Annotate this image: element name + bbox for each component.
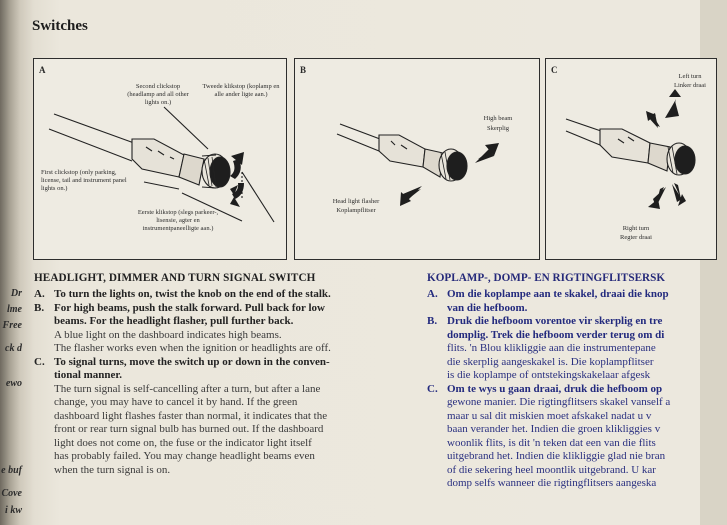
edge-fragment: Free [2, 320, 22, 331]
instruction-line: maar u sal dit miskien moet afskakel nadat u v [447, 409, 652, 422]
instruction-line: of die sekering heel moontlik uitgebrand. U kar [447, 463, 656, 476]
edge-fragment: lme [7, 304, 22, 315]
instruction-line: The flasher works even when the ignition or headlights are off. [54, 342, 331, 354]
edge-fragment: ck d [5, 343, 22, 354]
english-heading: HEADLIGHT, DIMMER AND TURN SIGNAL SWITCH [34, 272, 316, 284]
instruction-line: B. For high beams, push the stalk forward. Pull back for low [34, 301, 325, 314]
figure-letter: B [300, 65, 307, 75]
caption-eerste-klikstop: Eerste klikstop (slegs parkeer-, lisensie, agter en instrumentpaneelligte aan.) [137, 209, 219, 232]
figure-letter: A [39, 65, 46, 75]
instruction-line: die skerplig aangeskakel is. Die koplampflitser [447, 355, 654, 368]
figure-c [545, 58, 717, 260]
instruction-line: dashboard light flashes faster than normal, it indicates that the [54, 409, 328, 422]
caption-regter-draai: Regter draai [620, 234, 652, 241]
instruction-line: domp selfs wanneer die rigtingflitsers aangeska [447, 477, 657, 489]
instruction-line: baan verander het. Indien die groen klikliggies v [447, 423, 661, 435]
stalk-illustration-b [295, 59, 539, 259]
afrikaans-instructions [427, 288, 727, 491]
caption-right-turn: Right turn [622, 225, 650, 232]
instruction-line: tional manner. [54, 369, 123, 381]
instruction-line: beams. For the headlight flasher, pull further back. [54, 315, 294, 327]
instruction-line: domplig. Trek die hefboom verder terug om di [447, 328, 665, 341]
afrikaans-heading: KOPLAMP-, DOMP- EN RIGTINGFLITSERSK [427, 272, 666, 284]
caption-skerplig: Skerplig [486, 125, 510, 132]
instruction-line: is die koplampe of ontstekingskakelaar afgesk [447, 369, 651, 381]
edge-fragment: i kw [5, 505, 22, 516]
figure-b [294, 58, 540, 260]
instruction-line: front or rear turn signal bulb has burned out. If the dashboard [54, 423, 324, 435]
caption-linker-draai: Linker draai [674, 82, 706, 89]
caption-second-clickstop: Second clickstop (headlamp and all other lights on.) [127, 83, 189, 106]
caption-koplampflitser: Koplampflitser [336, 207, 376, 214]
instruction-line: flits. 'n Blou klikliggie aan die instrumentepane [447, 342, 656, 354]
instruction-line: The turn signal is self-cancelling after a turn, but after a lane [54, 382, 321, 395]
section-title: Switches [32, 18, 88, 34]
instruction-line: A blue light on the dashboard indicates high beams. [54, 328, 282, 341]
instruction-line: gewone manier. Die rigtingflitsers skakel vanself a [447, 396, 671, 408]
caption-left-turn: Left turn [678, 73, 702, 80]
instruction-line: has probably failed. You may change headlight beams even [54, 450, 315, 462]
figure-a [33, 58, 287, 260]
caption-high-beam: High beam [483, 115, 513, 122]
instruction-line: light does not come on, the fuse or the indicator light itself [54, 436, 312, 449]
instruction-line: woonlik flits, is dit 'n teken dat een van die flits [447, 436, 656, 449]
instruction-line: A. To turn the lights on, twist the knob on the end of the stalk. [34, 288, 331, 300]
caption-head-light-flasher: Head light flasher [332, 198, 380, 205]
figure-letter: C [551, 65, 558, 75]
instruction-line: B. Druk die hefboom vorentoe vir skerplig en tre [427, 315, 663, 327]
english-instructions [34, 288, 406, 477]
edge-fragment: ewo [5, 378, 22, 389]
instruction-line: C. Om te wys u gaan draai, druk die hefboom op [427, 382, 663, 395]
instruction-line: change, you may have to cancel it by hand. If the green [54, 396, 298, 408]
caption-first-clickstop: First clickstop (only parking, license, tail and instrument panel lights on.) [41, 169, 127, 192]
edge-fragment: Dr [10, 288, 22, 299]
edge-fragment: e buf [1, 465, 22, 476]
instruction-line: uitgebrand het. Indien die klikliggie glad nie bran [447, 450, 666, 462]
instruction-line: C. To signal turns, move the switch up or down in the conven- [34, 355, 330, 368]
edge-fragment: Cove [1, 488, 22, 499]
instruction-line: when the turn signal is on. [54, 463, 171, 476]
instruction-line: van die hefboom. [447, 301, 528, 314]
instruction-line: A. Om die koplampe aan te skakel, draai die knop [427, 288, 669, 300]
caption-tweede-klikstop: Tweede klikstop (koplamp en alle ander ligte aan.) [202, 83, 280, 98]
